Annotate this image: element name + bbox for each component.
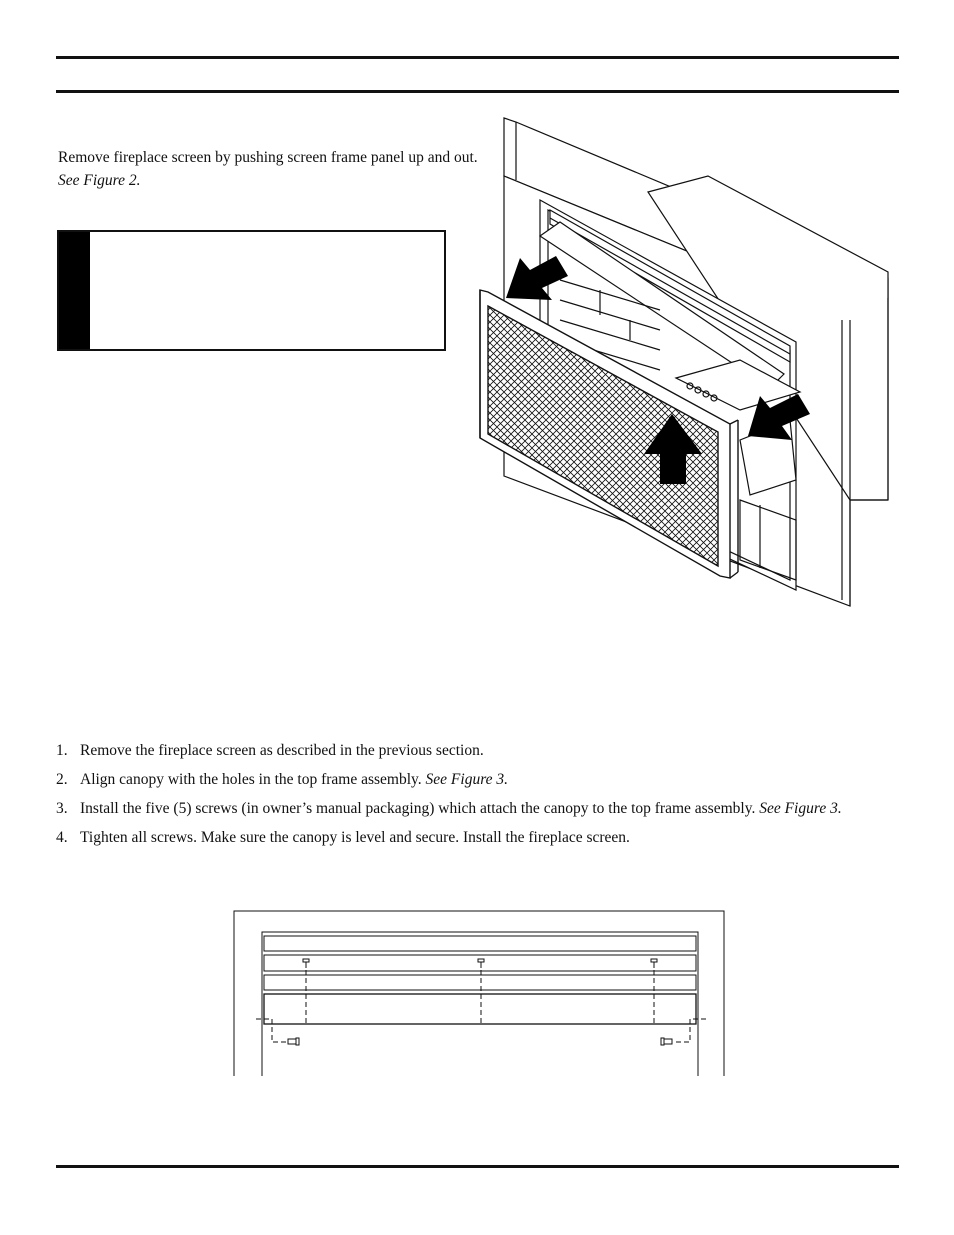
step-number: 2. — [56, 771, 68, 788]
list-item — [56, 827, 896, 848]
warning-box — [57, 230, 446, 351]
step-figure-ref: See Figure 3. — [425, 771, 509, 788]
step-text: Align canopy with the holes in the top frame assembly. — [80, 771, 426, 788]
intro-text: Remove fireplace screen by pushing screen frame panel up and out. — [58, 149, 478, 166]
step-text: Tighten all screws. Make sure the canopy is level and secure. Install the fireplace screen. — [80, 829, 630, 846]
step-text: Install the five (5) screws (in owner’s manual packaging) which attach the canopy to the top frame assembly. — [80, 800, 760, 817]
step-number: 3. — [56, 800, 68, 817]
header-rule-top — [56, 56, 899, 59]
list-item — [56, 740, 896, 761]
intro-paragraph — [58, 146, 478, 192]
step-number: 4. — [56, 829, 68, 846]
step-text: Remove the fireplace screen as described in the previous section. — [80, 742, 484, 759]
header-rule-bottom — [56, 90, 899, 93]
screw-icon — [303, 959, 309, 968]
step-figure-ref: See Figure 3. — [759, 800, 842, 817]
step-number: 1. — [56, 742, 68, 759]
warning-bar — [59, 232, 90, 349]
screw-icon — [661, 1038, 672, 1045]
footer-rule — [56, 1165, 899, 1168]
figure-3-canopy-diagram — [230, 908, 730, 1080]
screw-icon — [651, 959, 657, 968]
screw-icon — [478, 959, 484, 968]
intro-figure-ref: See Figure 2. — [58, 172, 141, 189]
list-item — [56, 769, 896, 790]
figure-2-fireplace-illustration — [474, 116, 904, 616]
list-item — [56, 798, 896, 819]
screw-icon — [288, 1038, 299, 1045]
instruction-steps — [56, 740, 896, 856]
